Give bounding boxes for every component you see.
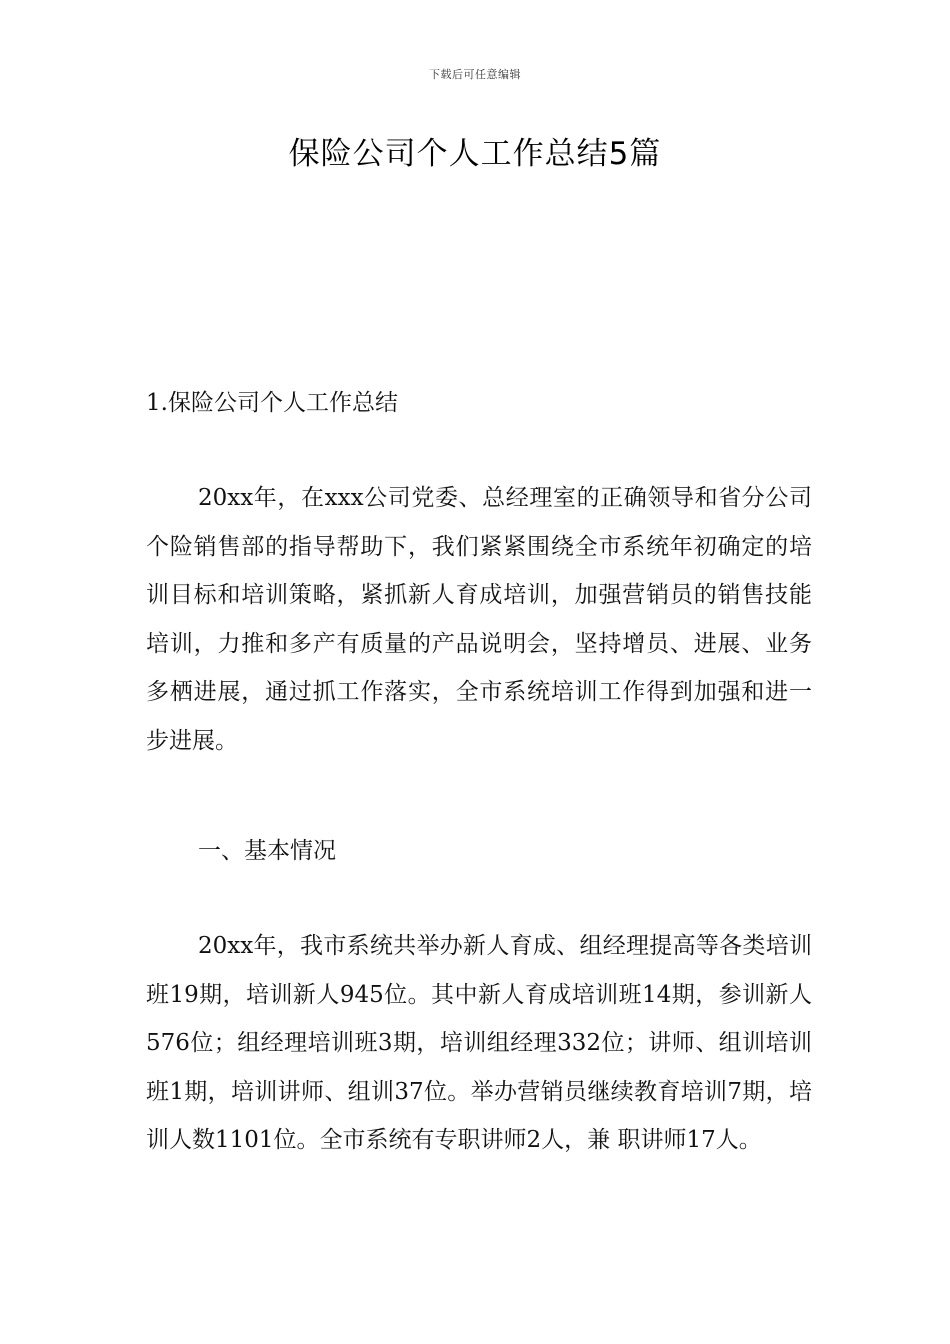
header-note: 下载后可任意编辑 [429, 68, 521, 81]
document-title: 保险公司个人工作总结5篇 [288, 136, 662, 172]
intro-paragraph: 20xx年，在xxx公司党委、总经理室的正确领导和省分公司个险销售部的指导帮助下，我们紧紧围绕全市系统年初确定的培训目标和培训策略，紧抓新人育成培训，加强营销员的销售技能培训，力推和多产有质量的产品说明会，坚持增员、进展、业务多栖进展，通过抓工作落实，全市系统培训工作得到加强和进一步进展。 [146, 485, 812, 754]
section-heading: 1.保险公司个人工作总结 [146, 390, 398, 416]
subsection-heading: 一、基本情况 [198, 838, 336, 864]
basic-situation-paragraph: 20xx年，我市系统共举办新人育成、组经理提高等各类培训班19期，培训新人945位。其中新人育成培训班14期，参训新人576位；组经理培训班3期，培训组经理332位；讲师、组训培训班1期，培训讲师、组训37位。举办营销员继续教育培训7期，培训人数1101位。全市系统有专职讲师2人，兼 职讲师17人。 [146, 933, 812, 1154]
